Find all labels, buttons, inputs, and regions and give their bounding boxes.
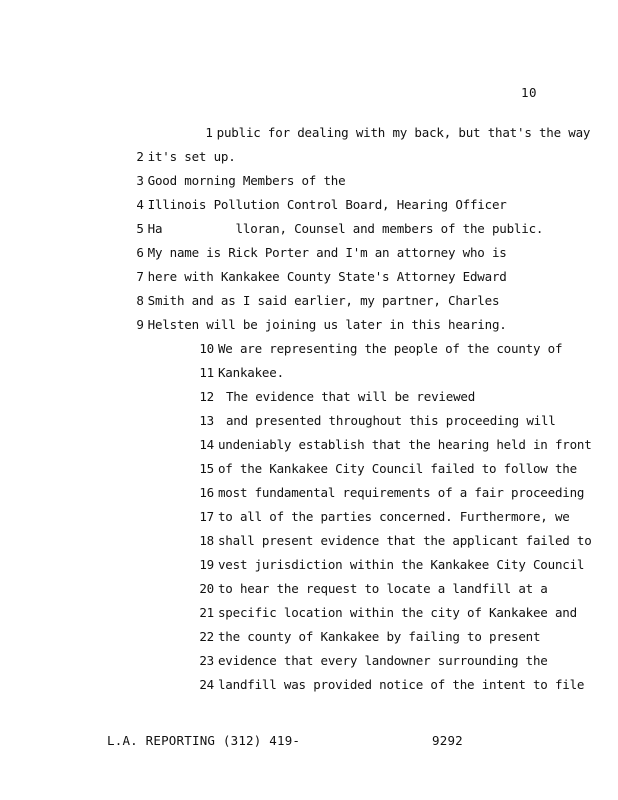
line-number: 7 [136,269,144,284]
line-text: Ha lloran, Counsel and members of the public. [147,221,544,236]
line-number: 20 [199,581,214,596]
line-number: 6 [136,245,144,260]
line-text: landfill was provided notice of the intent to file [217,677,585,692]
line-number: 9 [136,317,144,332]
line-text: most fundamental requirements of a fair proceeding [217,485,585,500]
line-text: to hear the request to locate a landfill at a [217,581,548,596]
line-text: Good morning Members of the [147,173,346,188]
line-text: undeniably establish that the hearing held in front [217,437,592,452]
line-number: 13 [199,413,214,428]
line-number: 24 [199,677,214,692]
line-text: and presented throughout this proceeding will [225,413,556,428]
line-text: it's set up. [147,149,236,164]
line-text: Kankakee. [217,365,284,380]
line-number: 23 [199,653,214,668]
line-number: 19 [199,557,214,572]
line-number: 8 [136,293,144,308]
footer-reporter: L.A. REPORTING (312) 419- [107,733,301,748]
line-number: 5 [136,221,144,236]
line-number: 21 [199,605,214,620]
line-number: 15 [199,461,214,476]
line-text: We are representing the people of the county of [217,341,563,356]
line-text: My name is Rick Porter and I'm an attorney who is [147,245,507,260]
line-number: 17 [199,509,214,524]
line-text: shall present evidence that the applicant failed to [217,533,592,548]
line-text: evidence that every landowner surrounding the [217,653,548,668]
line-number: 1 [205,125,213,140]
line-text: Helsten will be joining us later in this hearing. [147,317,507,332]
transcript-line [170,661,584,709]
page-number: 10 [521,85,538,100]
transcript-line [176,109,590,157]
line-text: The evidence that will be reviewed [225,389,476,404]
line-number: 22 [199,629,214,644]
line-text: specific location within the city of Kankakee and [217,605,577,620]
line-number: 16 [199,485,214,500]
line-text: public for dealing with my back, but that's the way [216,125,591,140]
line-text: Smith and as I said earlier, my partner, Charles [147,293,500,308]
line-text: vest jurisdiction within the Kankakee City Council [217,557,585,572]
line-number: 12 [199,389,214,404]
line-text: of the Kankakee City Council failed to follow the [217,461,577,476]
line-number: 3 [136,173,144,188]
line-number: 2 [136,149,144,164]
line-text: here with Kankakee County State's Attorney Edward [147,269,507,284]
line-number: 14 [199,437,214,452]
footer-phone-suffix: 9292 [432,733,463,748]
line-number: 11 [199,365,214,380]
line-number: 4 [136,197,144,212]
line-text: to all of the parties concerned. Furthermore, we [217,509,570,524]
line-text: the county of Kankakee by failing to present [217,629,541,644]
line-text: Illinois Pollution Control Board, Hearing Officer [147,197,507,212]
line-number: 10 [199,341,214,356]
line-number: 18 [199,533,214,548]
